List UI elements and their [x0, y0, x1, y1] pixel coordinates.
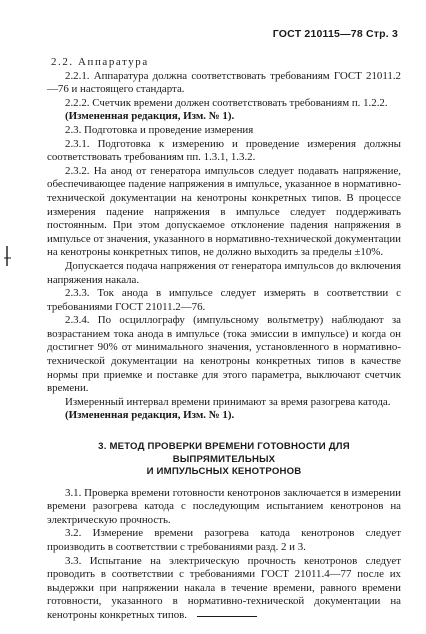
paragraph-2-2-1: 2.2.1. Аппаратура должна соответствовать требованиям ГОСТ 21011.2—76 и настоящего стандарта.	[47, 69, 401, 96]
heading-2-3: 2.3. Подготовка и проведение измерения	[65, 123, 254, 136]
section-3-title-line-1: 3. МЕТОД ПРОВЕРКИ ВРЕМЕНИ ГОТОВНОСТИ ДЛЯ ВЫПРЯМИТЕЛЬНЫХ	[98, 441, 350, 465]
section-3-title-line-2: И ИМПУЛЬСНЫХ КЕНОТРОНОВ	[146, 466, 302, 478]
paragraph-2-3-3: 2.3.3. Ток анода в импульсе следует измерять в соответствии с требованиями ГОСТ 21011.2—76.	[47, 287, 401, 313]
edit-note-1: (Измененная редакция, Изм. № 1).	[65, 110, 235, 123]
paragraph-2-2-2: 2.2.2. Счетчик времени должен соответствовать требованиям п. 1.2.2.	[65, 96, 388, 109]
paragraph-2-3-2: 2.3.2. На анод от генератора импульсов следует подавать напряжение, обеспечивающее падение напряжения в импульсе, указанное в нормативно-технической документации на кенотроны конкретных типов. В процессе измерения падение напряжения в импульсе следует поддерживать постоянным. При этом допускаемое отклонение падения напряжения в импульсе от значения, указанного в нормативно-технической документации на кенотроны конкретных типов, не должно выходить за пределы ±10%.	[47, 164, 401, 259]
end-rule	[197, 616, 257, 617]
paragraph-3-2: 3.2. Измерение времени разогрева катода кенотронов следует производить в соответствии с требованиями разд. 2 и 3.	[47, 527, 401, 553]
paragraph-2-3-4: 2.3.4. По осциллографу (импульсному вольтметру) наблюдают за возрастанием тока анода в импульсе (тока эмиссии в импульсе) и когда он достигнет 90% от минимального значения, установленного в нормативно-технической документации на кенотроны конкретных типов в качестве нормы при приемке и поставке для этого параметра, выключают счетчик времени.	[47, 314, 401, 395]
edit-note-2: (Измененная редакция, Изм. № 1).	[65, 409, 235, 422]
paragraph-measured: Измеренный интервал времени принимают за время разогрева катода.	[65, 395, 391, 408]
paragraph-voltage: Допускается подача напряжения от генератора импульсов до включения напряжения накала.	[47, 259, 401, 286]
body-text	[47, 56, 401, 622]
margin-mark	[4, 246, 14, 266]
heading-2-2: 2.2. Аппаратура	[51, 56, 149, 68]
paragraph-3-3: 3.3. Испытание на электрическую прочность кенотронов следует проводить в соответствии с требованиями ГОСТ 21011.4—77 после их выдержки при напряжении накала в течение времени, равного времени готовности, указанного в нормативно-технической документации на кенотроны конкретных типов.	[47, 554, 401, 621]
section-3-title	[47, 441, 401, 479]
paragraph-2-3-1: 2.3.1. Подготовка к измерению и проведение измерения должны соответствовать требованиям пп. 1.3.1, 1.3.2.	[47, 137, 401, 164]
page-header: ГОСТ 210115—78 Стр. 3	[272, 28, 398, 40]
paragraph-3-1: 3.1. Проверка времени готовности кенотронов заключается в измерении времени разогрева катода с последующим испытанием кенотронов на электрическую прочность.	[47, 486, 401, 526]
